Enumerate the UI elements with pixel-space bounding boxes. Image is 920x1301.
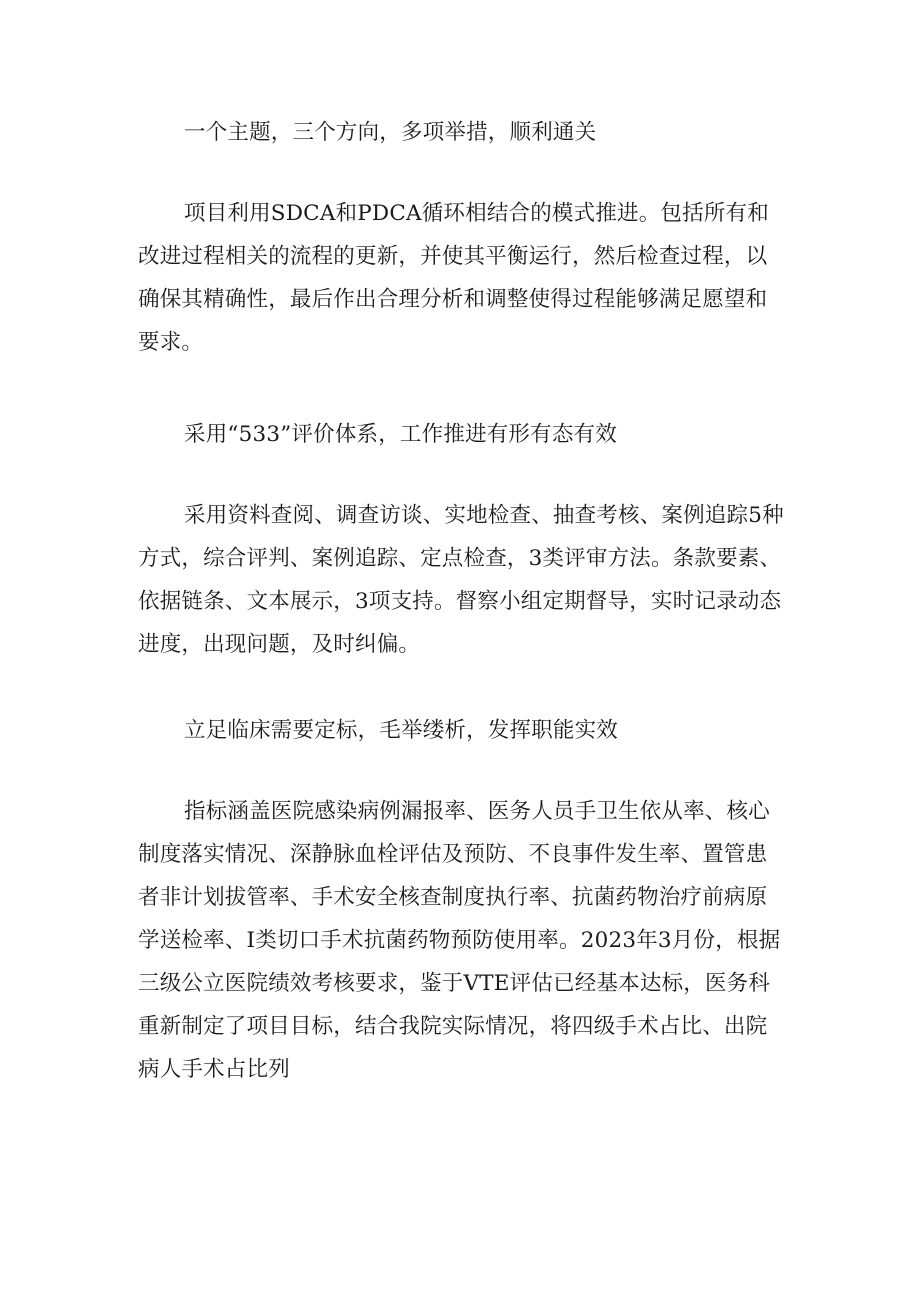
- section-paragraph: 采用资料查阅、调查访谈、实地检查、抽查考核、案例追踪5种方式，综合评判、案例追踪、定点检查，3类评审方法。条款要素、依据链条、文本展示，3项支持。督察小组定期督导，实时记录动态进度，出现问题，及时纠偏。: [138, 503, 784, 657]
- section-heading: 立足临床需要定标，毛举缕析，发挥职能实效: [184, 718, 619, 743]
- section-heading: 采用“533”评价体系，工作推进有形有态有效: [184, 422, 617, 447]
- section-heading: 一个主题，三个方向，多项举措，顺利通关: [184, 120, 597, 145]
- section-paragraph: 项目利用SDCA和PDCA循环相结合的模式推进。包括所有和改进过程相关的流程的更新，并使其平衡运行，然后检查过程，以确保其精确性，最后作出合理分析和调整使得过程能够满足愿望和要求。: [138, 201, 769, 355]
- section-paragraph: 指标涵盖医院感染病例漏报率、医务人员手卫生依从率、核心制度落实情况、深静脉血栓评估及预防、不良事件发生率、置管患者非计划拔管率、手术安全核查制度执行率、抗菌药物治疗前病原学送检率、I类切口手术抗菌药物预防使用率。2023年3月份，根据三级公立医院绩效考核要求，鉴于VTE评估已经基本达标，医务科重新制定了项目目标，结合我院实际情况，将四级手术占比、出院病人手术占比列: [138, 799, 781, 1082]
